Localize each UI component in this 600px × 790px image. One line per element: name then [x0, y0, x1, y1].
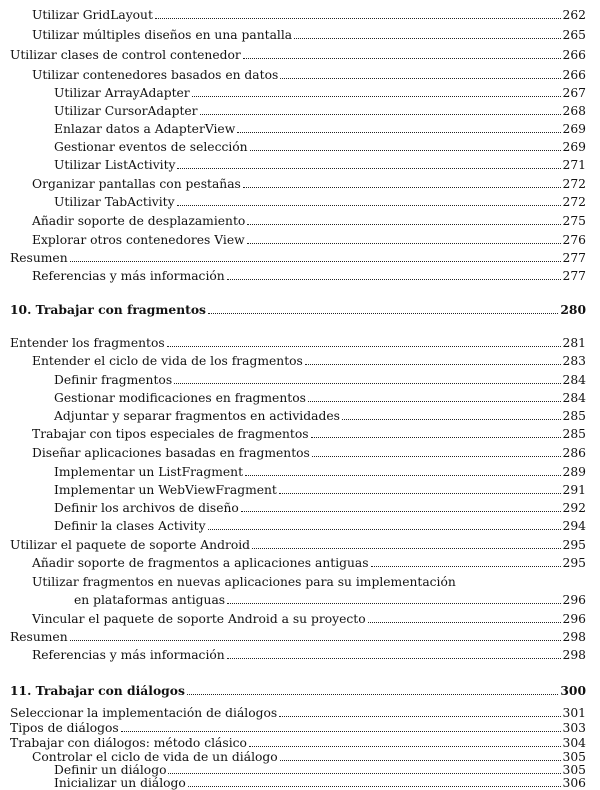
toc-entry-title: Explorar otros contenedores View [32, 233, 245, 247]
toc-entry-title: Implementar un WebViewFragment [54, 483, 277, 497]
toc-entry-page: 291 [562, 483, 586, 497]
toc-entry-page: 304 [562, 736, 586, 750]
toc-entry-page: 262 [562, 8, 586, 22]
toc-entry [0, 267, 600, 285]
dot-leader [294, 26, 560, 39]
toc-entry [0, 84, 600, 102]
toc-entry-title: 10. Trabajar con fragmentos [10, 302, 206, 317]
toc-entry [0, 573, 600, 591]
toc-entry [0, 646, 600, 664]
toc-entry-page: 306 [562, 776, 586, 790]
toc-entry-page: 294 [562, 519, 586, 533]
toc-entry-title: Utilizar fragmentos en nuevas aplicaciones para su implementación [32, 575, 456, 589]
toc-entry-page: 276 [562, 233, 586, 247]
toc-entry-page: 295 [562, 556, 586, 570]
toc-entry-page: 301 [562, 706, 586, 720]
toc-entry-page: 277 [562, 251, 586, 265]
dot-leader [237, 120, 560, 133]
toc-entry-page: 281 [562, 336, 586, 350]
toc-entry [0, 763, 600, 776]
toc-entry [0, 706, 600, 721]
toc-entry-page: 292 [562, 501, 586, 515]
toc-entry-title: Diseñar aplicaciones basadas en fragmentos [32, 446, 310, 460]
toc-entry-title: Utilizar TabActivity [54, 195, 175, 209]
dot-leader [249, 736, 561, 747]
toc-entry-page: 266 [562, 48, 586, 62]
toc-entry-title-continued: en plataformas antiguas [74, 593, 226, 607]
toc-entry-page: 298 [562, 630, 586, 644]
toc-entry [0, 463, 600, 481]
dot-leader [250, 138, 561, 151]
toc-entry [0, 156, 600, 174]
dot-leader [167, 334, 561, 347]
dot-leader [279, 706, 560, 717]
dot-leader [227, 267, 561, 280]
toc-entry-page: 269 [562, 122, 586, 136]
toc-entry-title: 11. Trabajar con diálogos [10, 683, 185, 698]
toc-entry-title: Definir fragmentos [54, 373, 173, 387]
dot-leader [311, 425, 561, 438]
toc-entry [0, 628, 600, 646]
toc-entry-page: 285 [562, 427, 586, 441]
dot-leader [252, 536, 560, 549]
toc-entry-page: 272 [562, 195, 586, 209]
toc-entry-title: Entender los fragmentos [10, 336, 165, 350]
toc-entry-page: 269 [562, 140, 586, 154]
toc-entry [0, 26, 600, 44]
toc-entry-page: 305 [562, 750, 586, 764]
toc-entry [0, 721, 600, 736]
dot-leader [247, 212, 560, 225]
toc-entry-page: 275 [562, 214, 586, 228]
toc-entry-title: Utilizar CursorAdapter [54, 104, 198, 118]
toc-entry [0, 66, 600, 84]
toc-entry [0, 102, 600, 120]
dot-leader [177, 193, 561, 206]
dot-leader [247, 231, 561, 244]
toc-entry [0, 610, 600, 628]
toc-entry [0, 536, 600, 554]
toc-entry-title: Organizar pantallas con pestañas [32, 177, 241, 191]
dot-leader [243, 175, 561, 188]
dot-leader [168, 763, 560, 774]
toc-entry-page: 303 [562, 721, 586, 735]
toc-entry-title: Utilizar ListActivity [54, 158, 176, 172]
toc-entry [0, 554, 600, 572]
toc-entry-title: Referencias y más información [32, 648, 225, 662]
toc-entry [0, 212, 600, 230]
toc-entry-title: Tipos de diálogos [10, 721, 119, 735]
toc-entry-title: Utilizar clases de control contenedor [10, 48, 241, 62]
toc-entry-title: Resumen [10, 630, 68, 644]
dot-leader [188, 776, 561, 787]
dot-leader [177, 156, 560, 169]
dot-leader [279, 481, 561, 494]
toc-entry-title: Añadir soporte de fragmentos a aplicaciones antiguas [32, 556, 369, 570]
toc-entry [0, 249, 600, 267]
toc-entry-title: Utilizar múltiples diseños en una pantalla [32, 28, 293, 42]
toc-entry [0, 776, 600, 789]
dot-leader [280, 66, 560, 79]
dot-leader [241, 499, 561, 512]
toc-entry-page: 280 [560, 302, 586, 317]
toc-entry [0, 371, 600, 389]
toc-entry-page: 267 [562, 86, 586, 100]
toc-entry-title: Trabajar con diálogos: método clásico [10, 736, 247, 750]
toc-entry-page: 271 [562, 158, 586, 172]
toc-entry [0, 193, 600, 211]
dot-leader [342, 407, 561, 420]
toc-entry-page: 295 [562, 538, 586, 552]
toc-entry [0, 352, 600, 370]
toc-entry [0, 389, 600, 407]
toc-entry-title: Vincular el paquete de soporte Android a su proyecto [32, 612, 366, 626]
toc-entry-title: Definir los archivos de diseño [54, 501, 239, 515]
toc-entry-title: Implementar un ListFragment [54, 465, 244, 479]
toc-entry-page: 268 [562, 104, 586, 118]
dot-leader [280, 750, 561, 761]
toc-entry-page: 285 [562, 409, 586, 423]
toc-entry-title: Enlazar datos a AdapterView [54, 122, 236, 136]
dot-leader [121, 721, 561, 732]
dot-leader [308, 389, 561, 402]
toc-entry [0, 517, 600, 535]
toc-entry-page: 296 [562, 593, 586, 607]
toc-entry-title: Resumen [10, 251, 68, 265]
toc-entry [0, 425, 600, 443]
toc-entry-page: 286 [562, 446, 586, 460]
toc-entry-continuation [0, 591, 600, 609]
toc-entry-title: Utilizar ArrayAdapter [54, 86, 190, 100]
toc-entry [0, 334, 600, 352]
toc-entry [0, 138, 600, 156]
toc-entry [0, 175, 600, 193]
toc-entry-page: 266 [562, 68, 586, 82]
toc-entry-page: 272 [562, 177, 586, 191]
toc-entry [0, 231, 600, 249]
toc-entry [0, 481, 600, 499]
toc-entry-title: Utilizar GridLayout [32, 8, 153, 22]
dot-leader [243, 46, 561, 59]
dot-leader [208, 301, 558, 314]
dot-leader [245, 463, 560, 476]
toc-entry [0, 120, 600, 138]
toc-entry-title: Inicializar un diálogo [54, 776, 186, 790]
toc-entry-title: Trabajar con tipos especiales de fragmentos [32, 427, 309, 441]
dot-leader [187, 682, 558, 695]
chapter-heading [0, 682, 600, 700]
toc-entry-title: Definir un diálogo [54, 763, 167, 777]
toc-entry-page: 298 [562, 648, 586, 662]
toc-entry-title: Definir la clases Activity [54, 519, 206, 533]
toc-entry [0, 736, 600, 751]
dot-leader [155, 6, 561, 19]
dot-leader [227, 591, 560, 604]
dot-leader [200, 102, 561, 115]
toc-entry-page: 283 [562, 354, 586, 368]
toc-entry [0, 444, 600, 462]
toc-entry-title: Controlar el ciclo de vida de un diálogo [32, 750, 278, 764]
dot-leader [70, 249, 561, 262]
toc-entry [0, 6, 600, 24]
toc-entry-title: Referencias y más información [32, 269, 225, 283]
toc-entry-title: Gestionar modificaciones en fragmentos [54, 391, 306, 405]
toc-entry-title: Utilizar contenedores basados en datos [32, 68, 279, 82]
dot-leader [305, 352, 561, 365]
dot-leader [70, 628, 561, 641]
dot-leader [312, 444, 561, 457]
dot-leader [192, 84, 561, 97]
toc-entry [0, 499, 600, 517]
toc-entry-title: Utilizar el paquete de soporte Android [10, 538, 251, 552]
toc-entry-page: 296 [562, 612, 586, 626]
toc-entry-page: 284 [562, 373, 586, 387]
dot-leader [208, 517, 561, 530]
dot-leader [368, 610, 561, 623]
dot-leader [371, 554, 561, 567]
toc-entry-title: Seleccionar la implementación de diálogos [10, 706, 278, 720]
toc-entry-title: Gestionar eventos de selección [54, 140, 248, 154]
toc-entry-page: 265 [562, 28, 586, 42]
toc-entry [0, 407, 600, 425]
toc-entry-page: 305 [562, 763, 586, 777]
toc-entry-page: 284 [562, 391, 586, 405]
toc-entry-title: Añadir soporte de desplazamiento [32, 214, 246, 228]
toc-entry-title: Adjuntar y separar fragmentos en actividades [54, 409, 340, 423]
toc-entry-page: 277 [562, 269, 586, 283]
chapter-heading [0, 301, 600, 319]
dot-leader [227, 646, 561, 659]
toc-entry-page: 300 [560, 683, 586, 698]
toc-entry-title: Entender el ciclo de vida de los fragmentos [32, 354, 303, 368]
toc-entry-page: 289 [562, 465, 586, 479]
dot-leader [174, 371, 560, 384]
toc-entry [0, 46, 600, 64]
